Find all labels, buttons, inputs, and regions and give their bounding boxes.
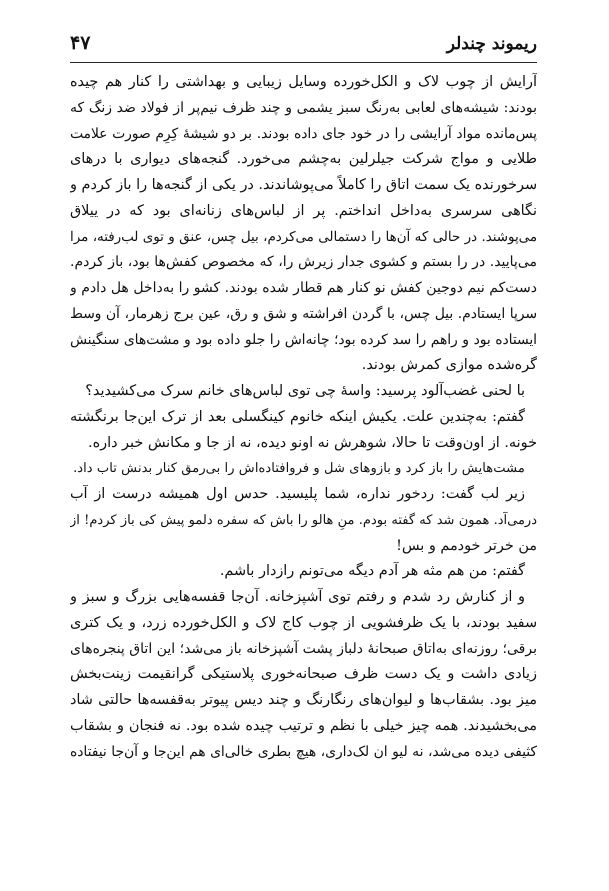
text-line: زیر لب گفت: ردخور نداره، شما پلیسید. حدس اول همیشه درست از آب (70, 486, 525, 502)
text-line: دست‌کم نیم دوجین کفش نو کنار هم قطار شده بودند. کشو را به‌داخل هل دادم و (70, 280, 537, 296)
text-line: می‌پوشند. در حالی که آن‌ها را دستمالی می‌کردم، بیل چس، عنق و توی لب‌رفته، مرا (70, 229, 537, 245)
running-title: ریموند چندلر (446, 34, 537, 54)
page-header (70, 30, 537, 60)
body-text (70, 70, 537, 765)
text-line: پس‌مانده مواد آرایشی را در خود جای داده بودند. بر دو شیشهٔ کِرِم صورت علامت (70, 125, 537, 142)
page-number: ۴۷ (70, 32, 91, 54)
text-line: می‌پایید. در را بستم و کشوی جدار زیرش را، که مخصوص کفش‌ها بود، باز کردم. (70, 254, 537, 271)
text-line: سفید بودند، با یک ظرفشویی از چوب کاج لاک و الکل‌خورده زرد، و یک کتری (70, 614, 537, 631)
text-line: و از کنارش رد شدم و رفتم توی آشپزخانه. آن‌جا قفسه‌هایی بزرگ و سبز و (70, 589, 525, 605)
text-line: ایستاده بود و راهم را سد کرده بود؛ چانه‌اش را جلو داده بود و مشت‌های سنگینش (70, 331, 537, 348)
text-line: گفتم: من هم مثه هر آدم دیگه می‌تونم رازدار باشم. (219, 563, 525, 580)
text-line: خونه. از اون‌وقت تا حالا، شوهرش نه اونو دیده، نه از جا و مکانش خبر داره. (88, 434, 537, 451)
text-line: سرخورنده یک سمت اتاق را کاملاً می‌پوشاندند. در یکی از گنجه‌ها را باز کردم و (70, 177, 537, 193)
text-line: میز بود. بشقاب‌ها و لیوان‌های رنگارنگ و چند دیس پیوتر به‌قفسه‌ها حالتی شاد (70, 692, 537, 708)
text-line: آرایش از چوب لاک و الکل‌خورده وسایل زیبایی و بهداشتی را کنار هم چیده (70, 74, 537, 90)
text-line: گره‌شده موازی کمرش بودند. (361, 357, 537, 374)
text-line: مشت‌هایش را باز کرد و بازوهای شل و فروافتاده‌اش را بی‌رمق کنار بدنش تاب داد. (73, 461, 525, 477)
text-line: نگاهی سرسری به‌داخل انداختم. پر از لباس‌های زنانه‌ای بود که در ییلاق (70, 202, 537, 219)
text-line: می‌بخشیدند. همه چیز خیلی با نظم و ترتیب چیده شده بود. نه فنجان و بشقاب (70, 717, 537, 734)
text-line: کثیفی دیده می‌شد، نه لیو ان لک‌داری، هیچ بطری خالی‌ای هم این‌جا و آن‌جا نیفتاده (70, 743, 537, 760)
text-line: برقی؛ روزنه‌ای به‌اتاق صبحانهٔ دلباز پشت آشپزخانه باز می‌شد؛ این اتاق پنجره‌های (70, 640, 537, 657)
text-line: من خرتر خودمم و بس! (396, 537, 537, 554)
text-line: بودند: شیشه‌های لعابی به‌رنگ سبز یشمی و چند ظرف نیم‌پر از فولاد ضد زنگ که (70, 99, 537, 116)
text-line: با لحنی غضب‌آلود پرسید: واسهٔ چی توی لباس‌های خانم سرک می‌کشیدید؟ (85, 383, 525, 399)
text-line: سرپا ایستادم. بیل چس، با گردن افراشته و شق و رق، عین برج زهرمار، آن وسط (70, 305, 537, 322)
text-line: درمی‌آد. همون شد که گفته بودم. منِ هالو را باش که سفره دلمو پیش کی باز کردم! از (70, 512, 537, 528)
header-rule (70, 62, 537, 63)
text-line: طلایی و مواج شرکت جیلرلین به‌چشم می‌خورد. گنجه‌های دیواری با درهای (70, 151, 537, 168)
text-line: زیادی داشت و یک دست ظرف صبحانه‌خوری پلاستیکی گرانقیمت زینت‌بخش (70, 666, 537, 683)
text-line: گفتم: به‌چندین علت. یکیش اینکه خانوم کینگسلی بعد از ترک این‌جا برنگشته (70, 408, 525, 425)
